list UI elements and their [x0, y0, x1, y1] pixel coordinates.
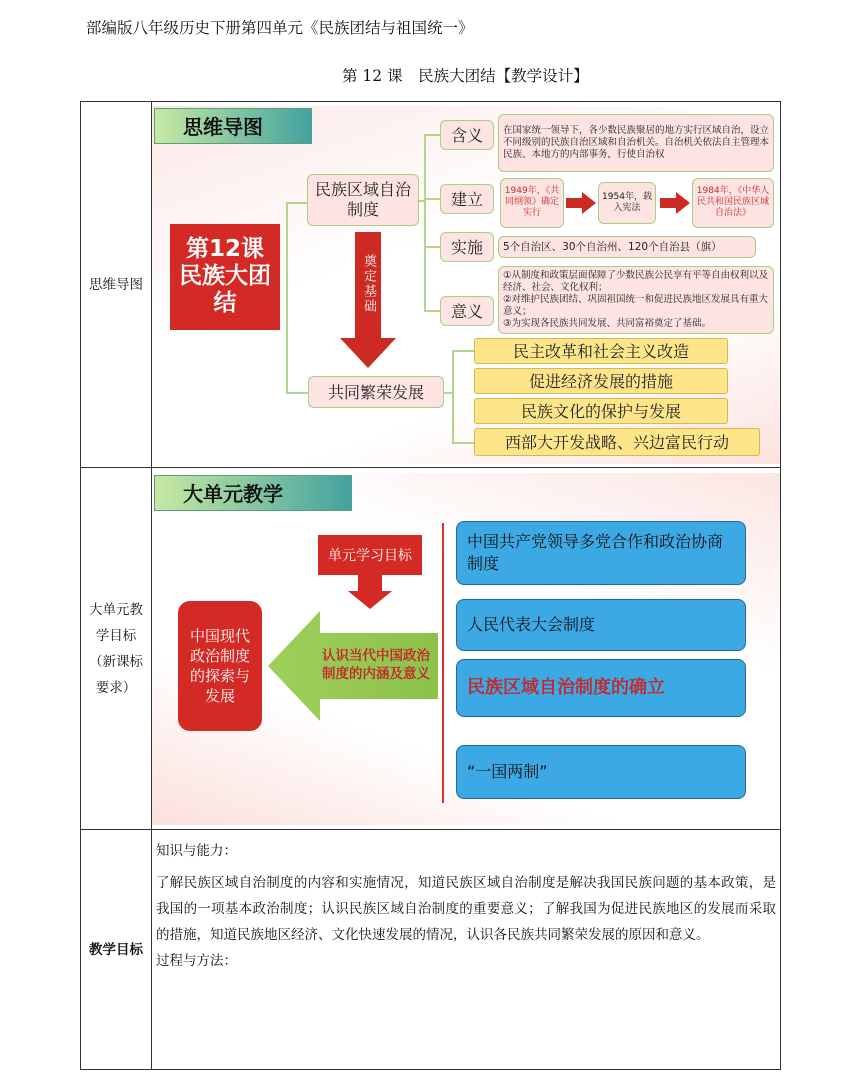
connector-main [286, 202, 288, 394]
establish-1949: 1949年，《共同纲领》确定实行 [500, 178, 564, 228]
unit-banner: 大单元教学 [154, 475, 352, 511]
system-item: 中国共产党领导多党合作和政治协商制度 [456, 521, 746, 585]
timeline-arrow-icon [566, 192, 596, 214]
mindmap-row-label: 思维导图 [81, 102, 152, 468]
lesson-title: 第 12 课 民族大团结【教学设计】 [342, 67, 589, 85]
unit-goal-box: 单元学习目标 [318, 535, 422, 575]
document-header: 部编版八年级历史下册第四单元《民族团结与祖国统一》 [86, 19, 474, 37]
down-arrow-icon [348, 575, 392, 609]
mindmap-banner: 思维导图 [154, 108, 312, 144]
unit-goal-row-label: 大单元教学目标（新课标要求） [81, 468, 152, 830]
lesson-box: 第12课 民族大团结 [170, 224, 280, 330]
modern-politics-box: 中国现代政治制度的探索与发展 [178, 601, 262, 731]
left-arrow-label: 认识当代中国政治制度的内涵及意义 [322, 647, 430, 682]
connector-node1 [286, 202, 308, 204]
timeline-arrow-icon [660, 192, 690, 214]
establish-1954: 1954年，载入宪法 [598, 182, 656, 224]
system-item: “一国两制” [456, 745, 746, 799]
foundation-arrow-label: 奠定基础 [361, 253, 376, 314]
establish-1984: 1984年，《中华人民共和国民族区域自治法》 [692, 178, 774, 228]
process-heading: 过程与方法： [156, 953, 237, 969]
teaching-goal-cell [152, 830, 781, 1070]
tag-meaning: 含义 [440, 120, 494, 150]
prosperity-item: 促进经济发展的措施 [474, 368, 728, 394]
tag-establish: 建立 [440, 184, 494, 214]
connector-node2 [286, 392, 308, 394]
tag-significance: 意义 [440, 296, 494, 326]
knowledge-paragraph: 了解民族区域自治制度的内容和实施情况，知道民族区域自治制度是解决我国民族问题的基本政策，是我国的一项基本政治制度；认识民族区域自治制度的重要意义；了解我国为促进民族地区的发展而采取的措施，知道民族地区经济、文化快速发展的情况，认识各民族共同繁荣发展的原因和意义。 [156, 875, 776, 943]
teaching-goal-row-label: 教学目标 [81, 830, 152, 1070]
prosperity-item: 西部大开发战略、兴边富民行动 [474, 428, 760, 456]
system-item-highlight: 民族区域自治制度的确立 [456, 659, 746, 717]
prosperity-item: 民主改革和社会主义改造 [474, 338, 728, 364]
unit-slide [152, 473, 780, 825]
node-autonomy-system: 民族区域自治制度 [307, 174, 419, 226]
system-item: 人民代表大会制度 [456, 599, 746, 651]
meaning-text: 在国家统一领导下，各少数民族聚居的地方实行区域自治，设立不同级别的民族自治区域和自治机关。自治机关依法自主管理本民族、本地方的内部事务，行使自治权 [498, 114, 774, 172]
connector-prosperity [452, 350, 454, 444]
mindmap-cell [152, 102, 781, 468]
node-common-prosperity: 共同繁荣发展 [308, 376, 444, 408]
connector-bar [442, 523, 444, 803]
connector-tags [424, 134, 426, 312]
significance-text: ①从制度和政策层面保障了少数民族公民享有平等自由权利以及经济、社会、文化权利； ②对维护民族团结、巩固祖国统一和促进民族地区发展具有重大意义； ③为实现各民族共同发展、共同富裕奠定了基础。 [498, 266, 774, 334]
design-table [80, 101, 781, 1070]
knowledge-heading: 知识与能力： [156, 843, 237, 859]
unit-goal-cell [152, 468, 781, 830]
implement-text: 5个自治区、30个自治州、120个自治县（旗） [498, 236, 756, 258]
mindmap-slide [152, 106, 780, 464]
tag-implement: 实施 [440, 232, 494, 262]
prosperity-item: 民族文化的保护与发展 [474, 398, 728, 424]
